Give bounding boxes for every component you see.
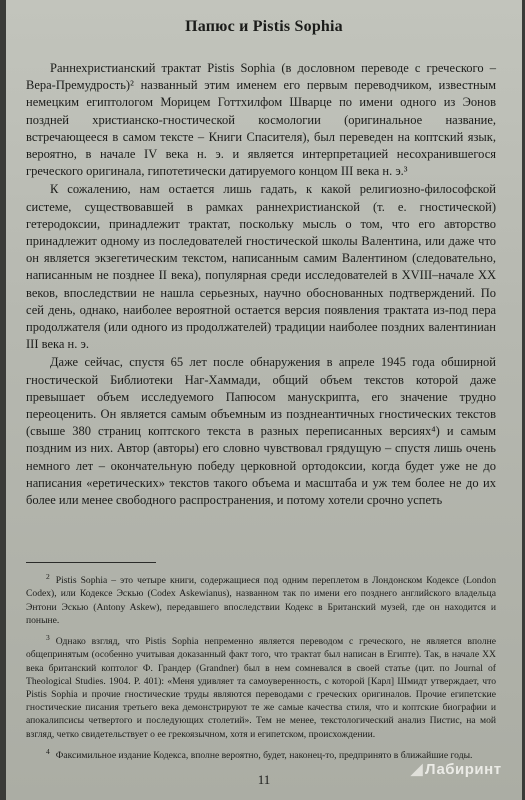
footnote-number: 3 — [46, 633, 50, 642]
footnotes — [26, 570, 496, 766]
book-page — [6, 0, 522, 800]
footnote-text: Pistis Sophia – это четыре книги, содержащиеся под одним переплетом в Лондонском Кодексе (London Codex), или Кодексе Эскью (Codex Askewianus), названном так по имени его позднего английского владельца Энтони Эскью (Antony Askew), передавшего впоследствии Кодекс в Британский музей, где он находится и поныне. — [26, 575, 496, 626]
footnote-text: Факсимильное издание Кодекса, вполне вероятно, будет, наконец-то, предпринято в ближайшие годы. — [55, 750, 473, 761]
footnote-number: 4 — [46, 746, 50, 756]
paragraph-3: Даже сейчас, спустя 65 лет после обнаружения в апреле 1945 года обширной гностической Библиотеки Наг-Хаммади, общий объем текстов которой даже превышает объем исследуемого Папюсом манускрипта, его значение трудно переоценить. Он является самым объемным из позднеантичных гностических текстов (свыше 380 страниц коптского текста в разных переписанных версиях⁴) и самым поздним из них. Автор (авторы) его словно чувствовал грядущую – спустя лишь очень немного лет – окончательную победу церковной ортодоксии, когда будет уже не до написания «еретических» текстов такого объема и масштаба и уж тем более не до их более или менее свободного распространения, и потому хотели срочно успеть — [26, 355, 496, 508]
footnote-number: 2 — [46, 572, 50, 581]
paragraph-2: К сожалению, нам остается лишь гадать, к какой религиозно-философской системе, существовавшей в рамках раннехристианской (т. е. гностической) гетеродоксии, принадлежит трактат, поскольку мысль о том, что его авторство принадлежит одному из последователей гностической школы Валентина, или даже что он является экзегетическим текстом, написанным самим Валентином (следовательно, написанным не позднее II века), популярная среди исследователей в XVIII–начале XX веков, впоследствии не нашла серьезных, научно обоснованных подтверждений. По сей день, однако, наиболее вероятной остается версия появления трактата из-под пера продолжателя (или одного из продолжателей) традиции наиболее поздних валентиниан III века н. э. — [26, 182, 496, 352]
watermark-logo — [411, 760, 502, 778]
footnote-divider — [26, 562, 156, 563]
main-text — [26, 60, 496, 509]
watermark-text: Лабиринт — [425, 761, 502, 778]
footnote — [26, 631, 496, 741]
footnote-text: Однако взгляд, что Pistis Sophia непременно является переводом с греческого, не является вполне общепринятым (особенно учитывая доказанный факт того, что трактат был написан в Египте). Так, в начале XX века британский коптолог Ф. Грандер (Grandner) был в нем сомневался в своей статье (цит. по Journal of Theological Studies. 1904. P. 401): «Меня удивляет та самоуверенность, с которой [Карл] Шмидт утверждает, что Pistis Sophia и прочие гностические труды являются переводами с греческих оригиналов. Прочие египетские гностические писания третьего века демонстрируют те же самые качества стиля, что и коптские биографии и апокалипсисы четвертого и последующих столетий». Тем не менее, текстологический анализ Пистис, на мой взгляд, четко свидетельствует о ее грекоязычном, хотя и египетском, происхождении. — [26, 636, 496, 740]
page-number: 11 — [257, 772, 271, 787]
page-title: Папюс и Pistis Sophia — [185, 18, 343, 35]
paragraph-1: Раннехристианский трактат Pistis Sophia (в дословном переводе с греческого – Вера-Премудрость)² названный этим именем его первым переводчиком, известным немецким египтологом Морицем Готтхилфом Шварце по имени одного из Эонов поздней христианско-гностической космологии (оригинальное название, встречающееся в самом тексте – Книги Спасителя), был переведен на коптский язык, вероятно, в начале IV века н. э. и является интерпретацией несохранившегося греческого оригинала, гипотетически датируемого концом III века н. э.³ — [26, 61, 496, 179]
labyrinth-logo-icon: ◢ — [411, 761, 424, 778]
footnote — [26, 570, 496, 627]
